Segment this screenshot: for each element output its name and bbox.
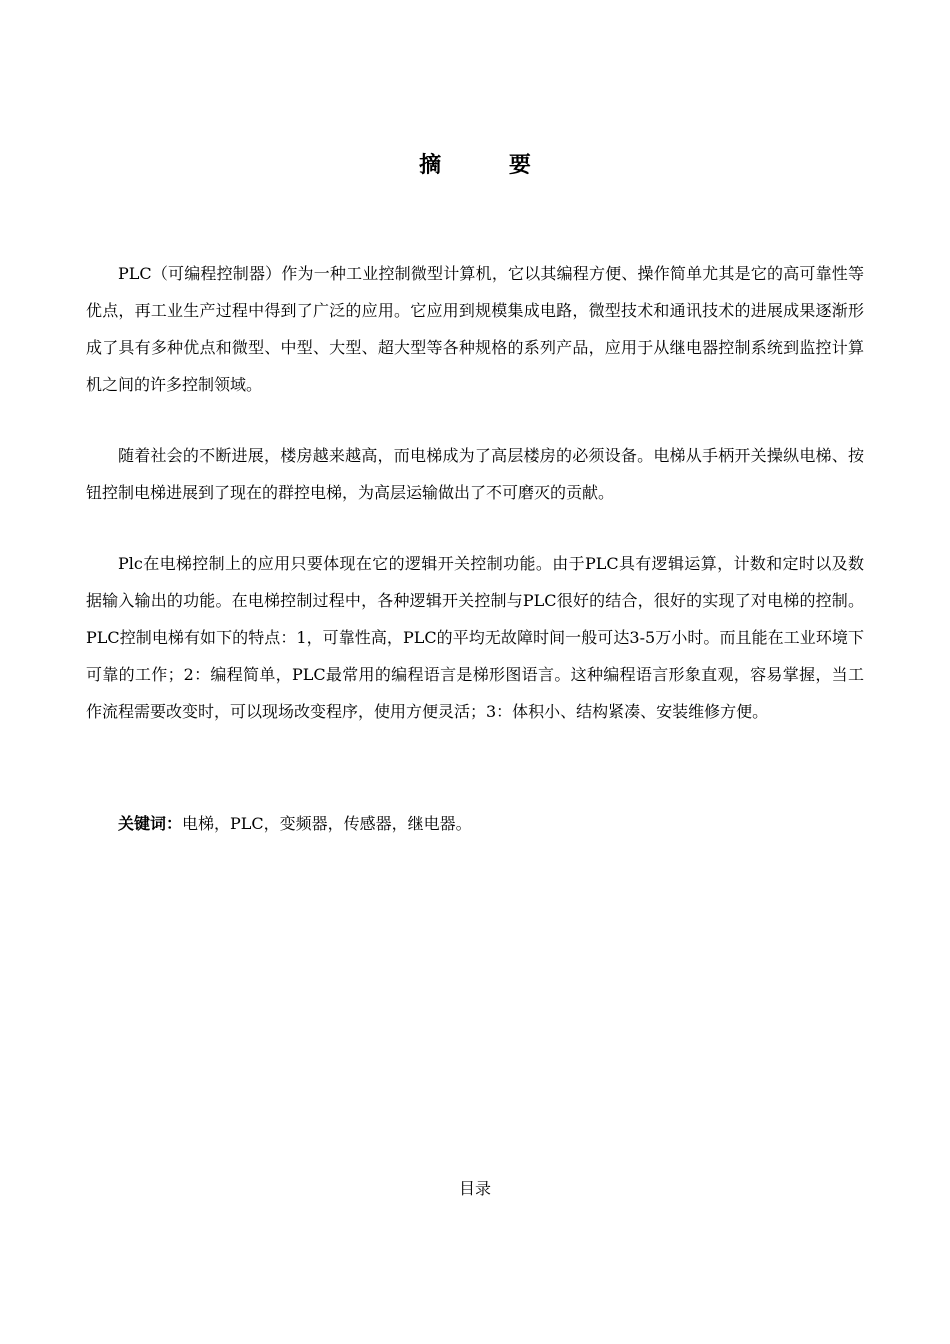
abstract-paragraph-3: Plc在电梯控制上的应用只要体现在它的逻辑开关控制功能。由于PLC具有逻辑运算，计数和定时以及数据输入输出的功能。在电梯控制过程中，各种逻辑开关控制与PLC很好的结合，很好的实现了对电梯的控制。PLC控制电梯有如下的特点：1，可靠性高，PLC的平均无故障时间一般可达3-5万小时。而且能在工业环境下可靠的工作；2：编程简单，PLC最常用的编程语言是梯形图语言。这种编程语言形象直观，容易掌握，当工作流程需要改变时，可以现场改变程序，使用方便灵活；3：体积小、结构紧凑、安装维修方便。	[86, 554, 864, 721]
abstract-paragraph-2: 随着社会的不断进展，楼房越来越高，而电梯成为了高层楼房的必须设备。电梯从手柄开关操纵电梯、按钮控制电梯进展到了现在的群控电梯，为高层运输做出了不可磨灭的贡献。	[86, 446, 864, 502]
keywords-label: 关键词：	[118, 814, 183, 833]
page-title: 摘 要	[419, 152, 561, 178]
keywords-line	[86, 805, 864, 842]
abstract-paragraph-1: PLC（可编程控制器）作为一种工业控制微型计算机，它以其编程方便、操作简单尤其是它的高可靠性等优点，再工业生产过程中得到了广泛的应用。它应用到规模集成电路，微型技术和通讯技术的进展成果逐渐形成了具有多种优点和微型、中型、大型、超大型等各种规格的系列产品，应用于从继电器控制系统到监控计算机之间的许多控制领域。	[86, 264, 864, 394]
table-of-contents-heading: 目录	[458, 1179, 491, 1198]
keywords-value: 电梯，PLC，变频器，传感器，继电器。	[182, 814, 472, 833]
